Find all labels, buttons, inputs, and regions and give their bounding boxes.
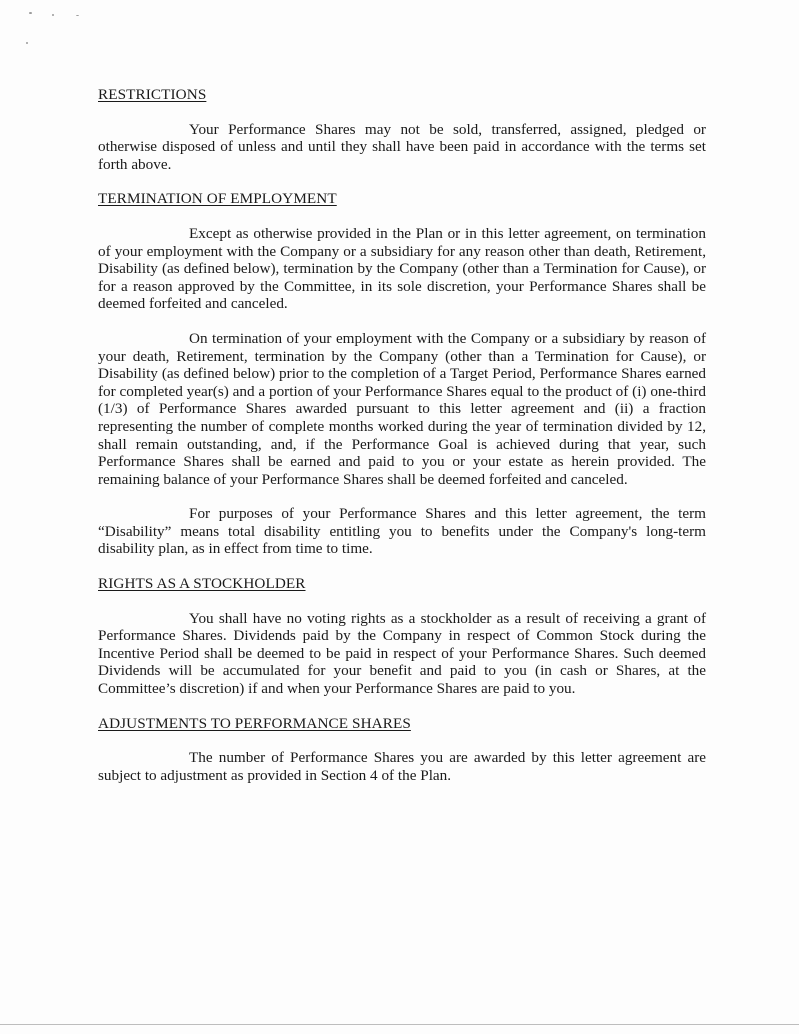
termination-paragraph-2: On termination of your employment with the Company or a subsidiary by reason of your death, Retirement, termination by the Company (other than a Termination for Cause), or Disability (as defined below) prior to the completion of a Target Period, Performance Shares earned for completed year(s) and a portion of your Performance Shares equal to the product of (i) one-third (1/3) of Performance Shares awarded pursuant to this letter agreement and (ii) a fraction representing the number of complete months worked during the year of termination divided by 12, shall remain outstanding, and, if the Performance Goal is achieved during that year, such Performance Shares shall be earned and paid to you or your estate as herein provided. The remaining balance of your Performance Shares shall be deemed forfeited and canceled.	[98, 329, 706, 488]
section-heading-stockholder-rights: RIGHTS AS A STOCKHOLDER	[98, 575, 306, 593]
scan-speck	[29, 12, 32, 14]
letter-body	[98, 86, 706, 784]
adjustments-paragraph: The number of Performance Shares you are awarded by this letter agreement are subject to adjustment as provided in Section 4 of the Plan.	[98, 749, 706, 784]
restrictions-paragraph: Your Performance Shares may not be sold, transferred, assigned, pledged or otherwise disposed of unless and until they shall have been paid in accordance with the terms set forth above.	[98, 120, 706, 173]
termination-paragraph-3: For purposes of your Performance Shares and this letter agreement, the term “Disability” means total disability entitling you to benefits under the Company's long-term disability plan, as in effect from time to time.	[98, 505, 706, 558]
termination-paragraph-1: Except as otherwise provided in the Plan or in this letter agreement, on termination of your employment with the Company or a subsidiary for any reason other than death, Retirement, Disability (as defined below), termination by the Company (other than a Termination for Cause), or for a reason approved by the Committee, in its sole discretion, your Performance Shares shall be deemed forfeited and canceled.	[98, 224, 706, 313]
scan-speck	[26, 42, 28, 44]
section-heading-termination: TERMINATION OF EMPLOYMENT	[98, 190, 337, 208]
section-heading-restrictions: RESTRICTIONS	[98, 86, 207, 103]
stockholder-rights-paragraph: You shall have no voting rights as a stockholder as a result of receiving a grant of Performance Shares. Dividends paid by the Company in respect of Common Stock during the Incentive Period shall be deemed to be paid in respect of your Performance Shares. Such deemed Dividends will be accumulated for your benefit and paid to you (in cash or Shares, at the Committee’s discretion) if and when your Performance Shares are paid to you.	[98, 609, 706, 698]
scan-speck	[52, 14, 54, 16]
section-heading-adjustments: ADJUSTMENTS TO PERFORMANCE SHARES	[98, 714, 411, 732]
scan-speck	[76, 15, 79, 16]
page-bottom-edge	[0, 1024, 799, 1025]
